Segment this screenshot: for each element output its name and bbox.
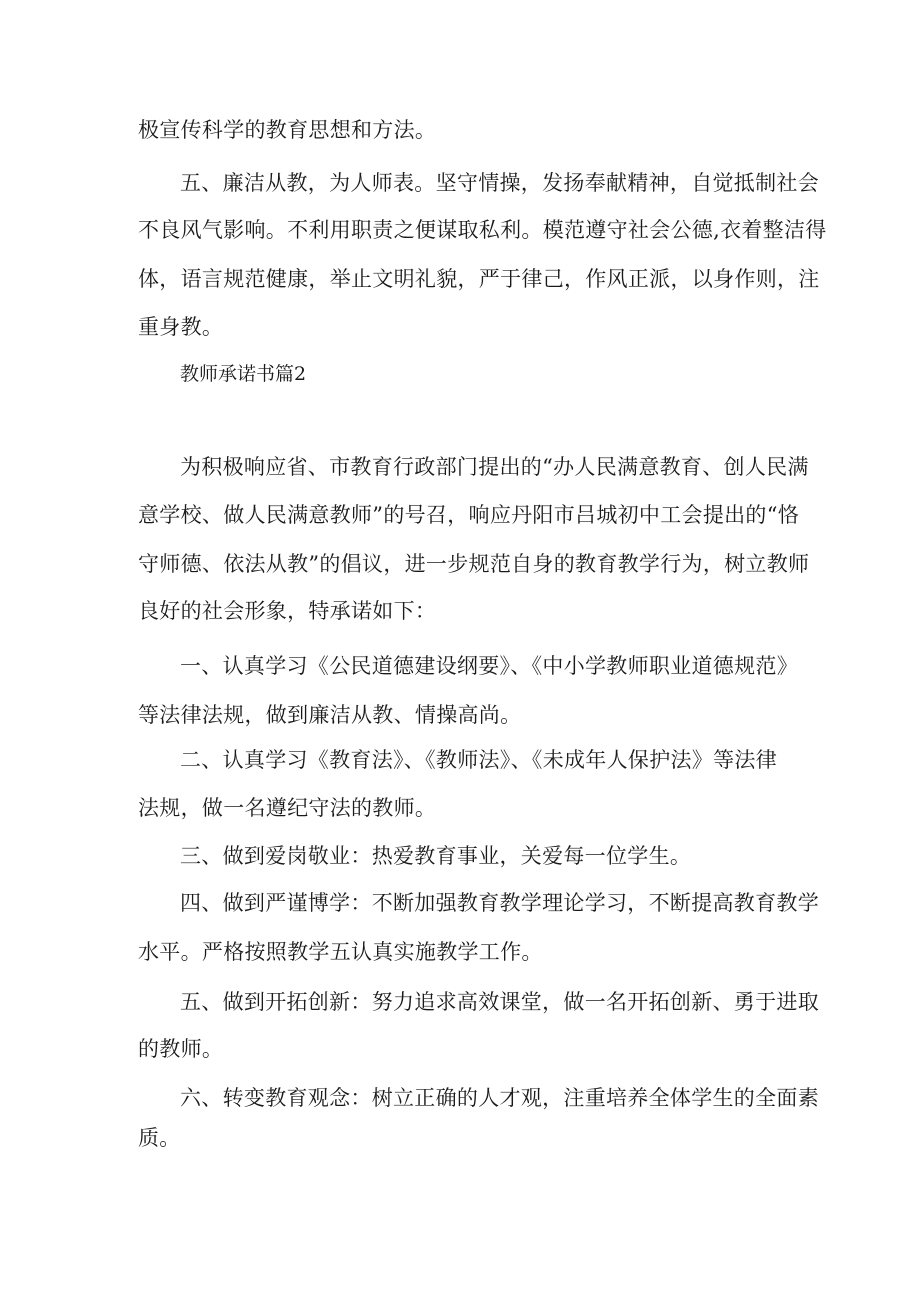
list-item-line: 法规，做一名遵纪守法的教师。: [138, 796, 437, 820]
list-item-line: 质。: [138, 1126, 181, 1150]
list-item-line: 六、转变教育观念：树立正确的人才观，注重培养全体学生的全面素: [180, 1086, 819, 1110]
paragraph-line: 守师德、依法从教”的倡议，进一步规范自身的教育教学行为，树立教师: [138, 552, 810, 576]
list-item-line: 三、做到爱岗敬业：热爱教育事业，关爱每一位学生。: [180, 844, 692, 868]
paragraph-line: 良好的社会形象，特承诺如下：: [138, 599, 437, 623]
paragraph-line: 极宣传科学的教育思想和方法。: [138, 118, 437, 142]
list-item-line: 水平。严格按照教学五认真实施教学工作。: [138, 940, 543, 964]
paragraph-line: 意学校、做人民满意教师”的号召，响应丹阳市吕城初中工会提出的“恪: [138, 503, 800, 527]
paragraph-line: 五、廉洁从教，为人师表。坚守情操，发扬奉献精神，自觉抵制社会: [180, 171, 819, 195]
paragraph-line: 体，语言规范健康，举止文明礼貌，严于律己，作风正派，以身作则，注: [138, 267, 820, 291]
paragraph-line: 不良风气影响。不利用职责之便谋取私利。模范遵守社会公德,衣着整洁得: [138, 218, 827, 242]
list-item-line: 五、做到开拓创新：努力追求高效课堂，做一名开拓创新、勇于进取: [180, 990, 819, 1014]
section-heading: 教师承诺书篇2: [180, 363, 307, 385]
paragraph-line: 为积极响应省、市教育行政部门提出的“办人民满意教育、创人民满: [180, 455, 809, 479]
list-item-line: 一、认真学习《公民道德建设纲要》、《中小学教师职业道德规范》: [180, 654, 798, 678]
list-item-line: 等法律法规，做到廉洁从教、情操高尚。: [138, 703, 522, 727]
paragraph-line: 重身教。: [138, 315, 224, 339]
list-item-line: 四、做到严谨博学：不断加强教育教学理论学习，不断提高教育教学: [180, 891, 819, 915]
list-item-line: 的教师。: [138, 1037, 224, 1061]
list-item-line: 二、认真学习《教育法》、《教师法》、《未成年人保护法》等法律: [180, 748, 777, 772]
